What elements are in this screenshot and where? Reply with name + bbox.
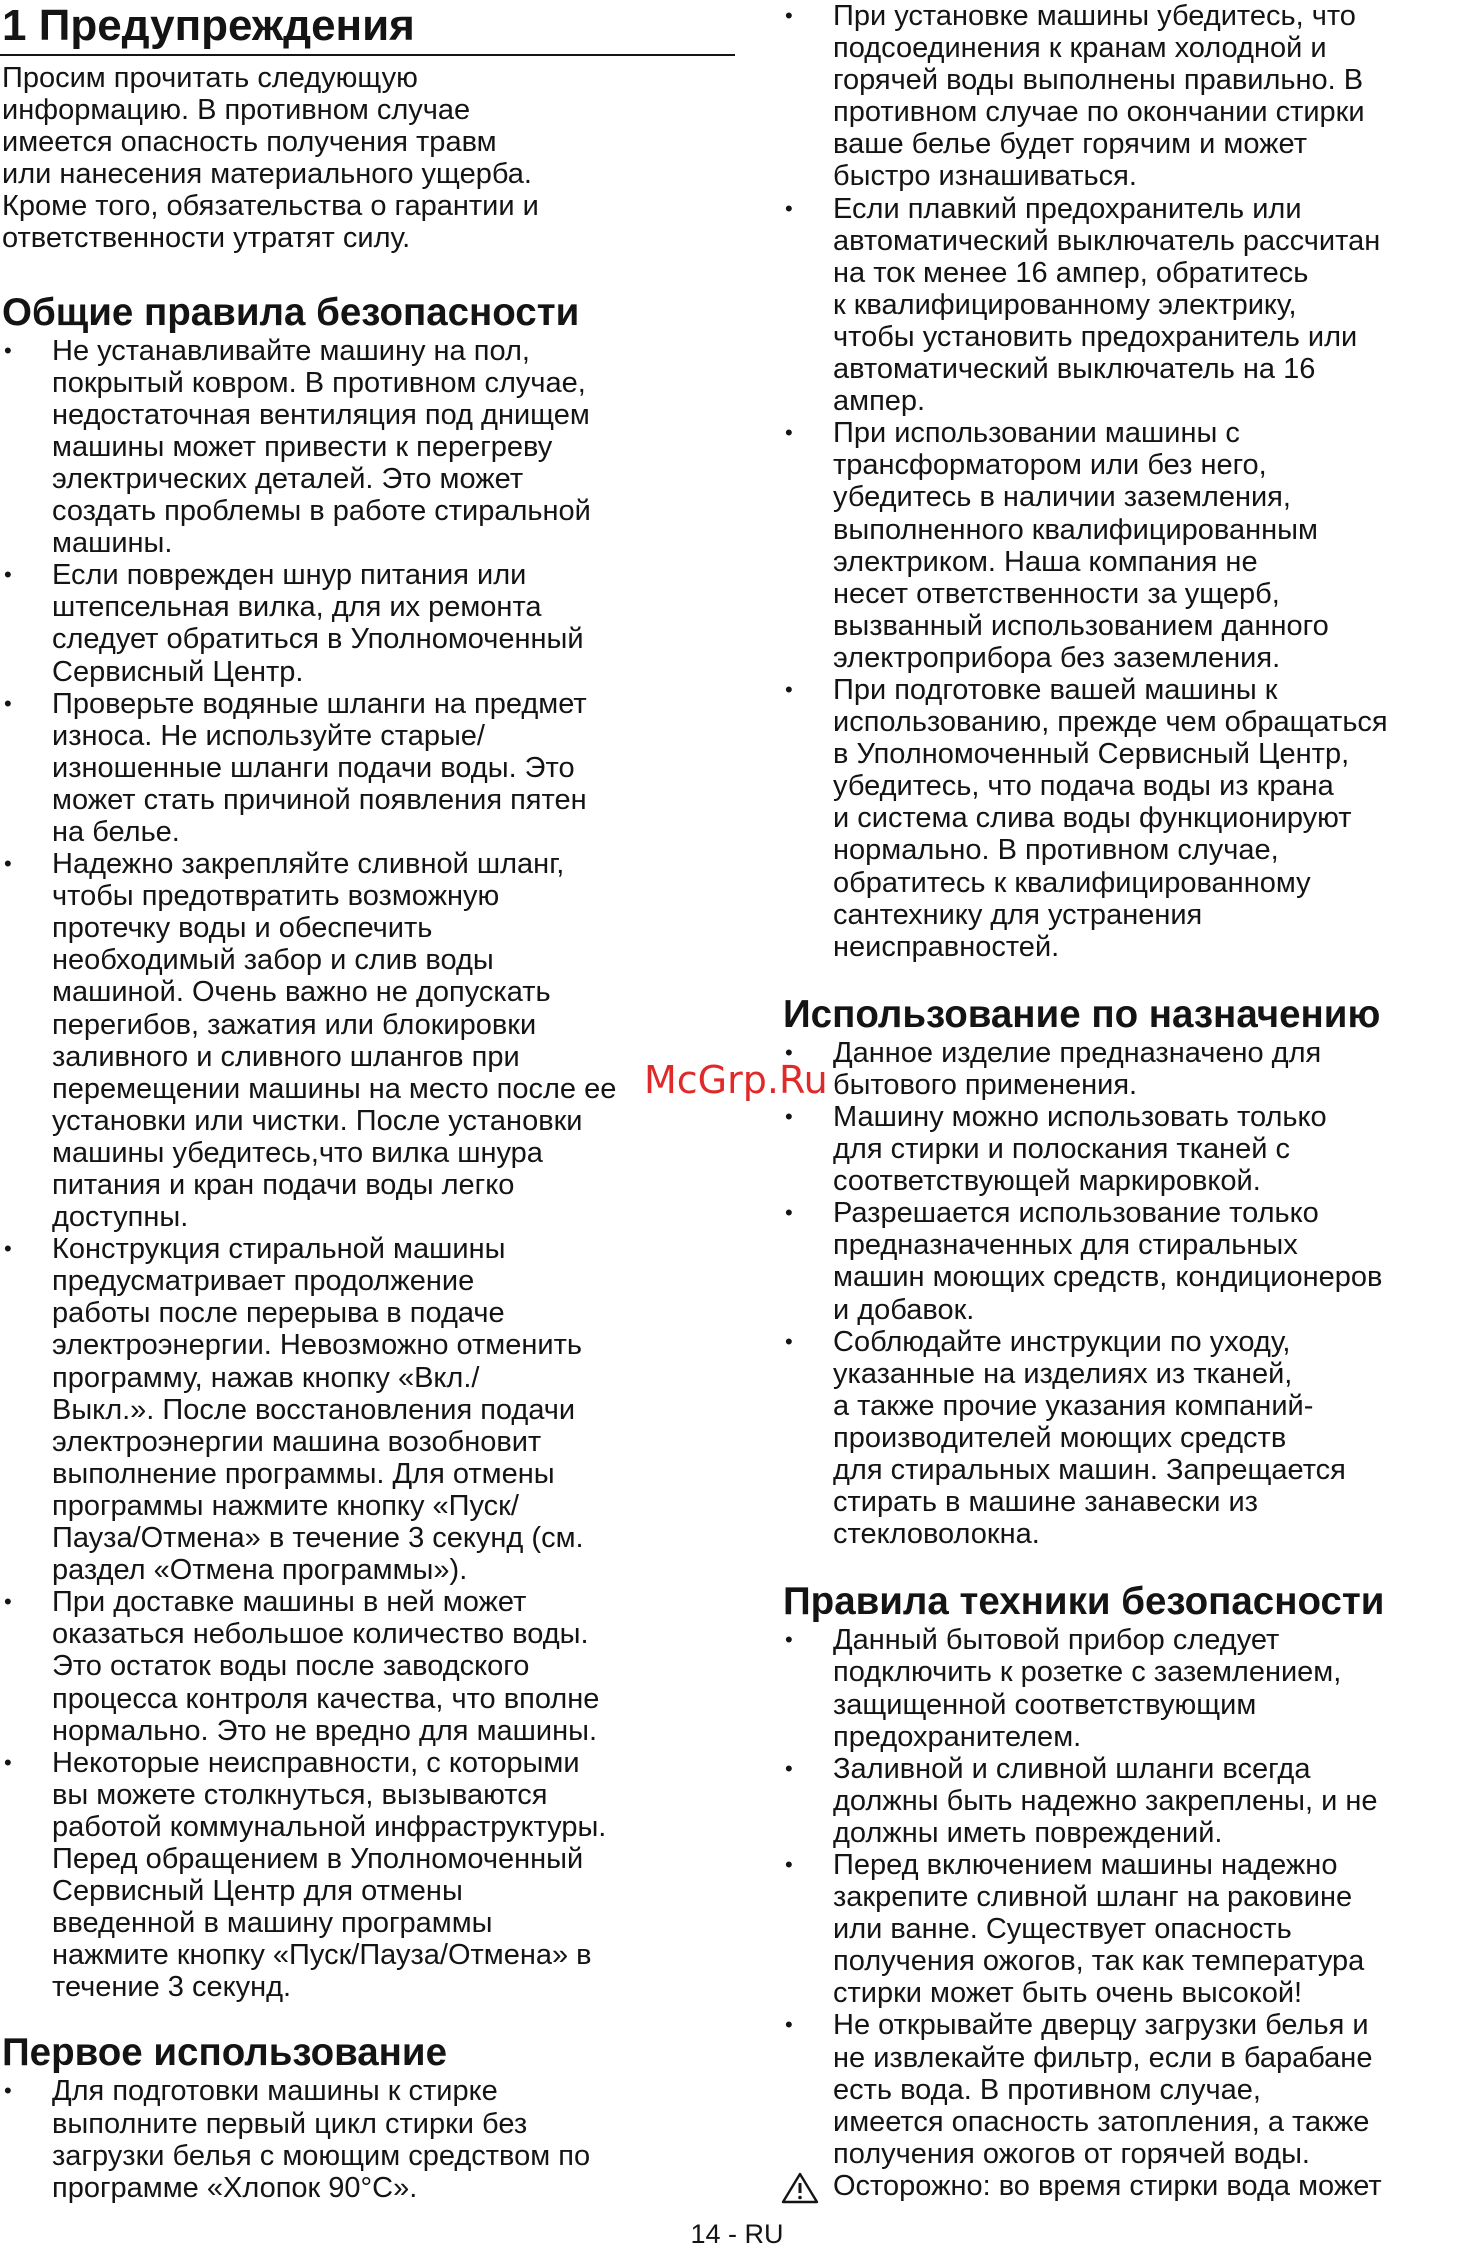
intended-use-list <box>781 1037 1471 1551</box>
bullet-icon: • <box>785 1755 793 1781</box>
tech-safety-item-text: Данный бытовой прибор следует подключить к розетке с заземлением, защищенной соответствующим предохранителем. <box>833 1624 1342 1753</box>
bullet-icon: • <box>4 690 12 716</box>
bullet-icon: • <box>4 1236 12 1262</box>
bullet-icon: • <box>785 1627 793 1653</box>
first-use-item-text: Для подготовки машины к стирке выполните первый цикл стирки без загрузки белья с моющим средством по программе «Хлопок 90°C». <box>52 2075 591 2204</box>
installation-item <box>781 193 1471 418</box>
general-safety-item-text: Конструкция стиральной машины предусматривает продолжение работы после перерыва в подаче электроэнергии. Невозможно отменить программу, нажав кнопку «Вкл./ Выкл.». После восстановления подачи электроэнергии машина возобновит выполнение программы. Для отмены программы нажмите кнопку «Пуск/ Пауза/Отмена» в течение 3 секунд (см. раздел «Отмена программы»). <box>52 1233 584 1587</box>
general-safety-item <box>0 1747 735 2004</box>
bullet-icon: • <box>785 195 793 221</box>
intended-use-item-text: Машину можно использовать только для стирки и полоскания тканей с соответствующей маркировкой. <box>833 1101 1327 1198</box>
bullet-icon: • <box>785 1039 793 1065</box>
intended-use-item-text: Данное изделие предназначено для бытового применения. <box>833 1036 1322 1101</box>
tech-safety-item <box>781 1624 1471 1752</box>
intended-use-title: Использование по назначению <box>783 992 1381 1036</box>
bullet-icon: • <box>4 337 12 363</box>
warning-triangle-icon <box>781 2172 819 2204</box>
chapter-title: 1 Предупреждения <box>0 0 735 56</box>
tech-safety-item <box>781 1753 1471 1849</box>
intended-use-item <box>781 1037 1471 1101</box>
general-safety-title: Общие правила безопасности <box>2 290 580 334</box>
tech-safety-item-text: Заливной и сливной шланги всегда должны быть надежно закреплены, и не должны иметь повреждений. <box>833 1752 1378 1849</box>
installation-item <box>781 674 1471 963</box>
intro-paragraph: Просим прочитать следующую информацию. В противном случае имеется опасность получения травм или нанесения материального ущерба. Кроме того, обязательства о гарантии и ответственности утратят силу. <box>2 62 539 255</box>
installation-item <box>781 417 1471 674</box>
right-column <box>781 0 1471 2202</box>
general-safety-item-text: Надежно закрепляйте сливной шланг, чтобы предотвратить возможную протечку воды и обеспечить необходимый забор и слив воды машиной. Очень важно не допускать перегибов, зажатия или блокировки заливного и сливного шлангов при перемещении машины на место после ее установки или чистки. После установки машины убедитесь,что вилка шнура питания и кран подачи воды легко доступны. <box>52 848 617 1234</box>
bullet-icon: • <box>4 1749 12 1775</box>
tech-safety-item <box>781 2009 1471 2169</box>
general-safety-item <box>0 335 735 560</box>
first-use-title: Первое использование <box>2 2031 448 2075</box>
intended-use-item <box>781 1101 1471 1197</box>
general-safety-item-text: При доставке машины в ней может оказаться небольшое количество воды. Это остаток воды после заводского процесса контроля качества, что вполне нормально. Это не вредно для машины. <box>52 1586 600 1747</box>
tech-safety-item-text: Не открывайте дверцу загрузки белья и не извлекайте фильтр, если в барабане есть вода. В противном случае, имеется опасность затопления, а также получения ожогов от горячей воды. <box>833 2009 1373 2170</box>
general-safety-item-text: Некоторые неисправности, с которыми вы можете столкнуться, вызываются работой коммунальной инфраструктуры. Перед обращением в Уполномоченный Сервисный Центр для отмены введенной в машину программы нажмите кнопку «Пуск/Пауза/Отмена» в течение 3 секунд. <box>52 1746 607 2004</box>
general-safety-item <box>0 1586 735 1746</box>
general-safety-item <box>0 848 735 1233</box>
bullet-icon: • <box>785 1104 793 1129</box>
page-number: 14 - RU <box>690 2219 784 2249</box>
bullet-icon: • <box>4 2078 12 2104</box>
intended-use-item-text: Соблюдайте инструкции по уходу, указанные на изделиях из тканей, а также прочие указания компаний- производителей моющих средств для стиральных машин. Запрещается стирать в машине занавески из стекловолокна. <box>833 1325 1346 1551</box>
general-safety-item <box>0 688 735 848</box>
tech-safety-list <box>781 1624 1471 2170</box>
bullet-icon: • <box>785 2012 793 2038</box>
warning-item <box>781 2170 1471 2202</box>
installation-item-text: При установке машины убедитесь, что подсоединения к кранам холодной и горячей воды выполнены правильно. В противном случае по окончании стирки ваше белье будет горячим и может быстро изнашиваться. <box>833 0 1365 193</box>
bullet-icon: • <box>785 420 793 446</box>
bullet-icon: • <box>785 3 793 28</box>
general-safety-item-text: Проверьте водяные шланги на предмет износа. Не используйте старые/ изношенные шланги подачи воды. Это может стать причиной появления пятен на белье. <box>52 687 587 848</box>
general-safety-item-text: Не устанавливайте машину на пол, покрытый ковром. В противном случае, недостаточная вентиляция под днищем машины может привести к перегреву электрических деталей. Это может создать проблемы в работе стиральной машины. <box>52 334 591 560</box>
general-safety-item <box>0 1233 735 1586</box>
tech-safety-item <box>781 1849 1471 2009</box>
bullet-icon: • <box>4 851 12 877</box>
warning-list <box>781 2170 1471 2202</box>
installation-item-text: При использовании машины с трансформатором или без него, убедитесь в наличии заземления, выполненного квалифицированным электриком. Наша компания не несет ответственности за ущерб, вызванный использованием данного электроприбора без заземления. <box>833 417 1329 674</box>
first-use-list <box>0 2075 735 2203</box>
first-use-item <box>0 2075 735 2203</box>
general-safety-list <box>0 335 735 2004</box>
installation-item <box>781 0 1471 193</box>
bullet-icon: • <box>785 1328 793 1354</box>
general-safety-item-text: Если поврежден шнур питания или штепсельная вилка, для их ремонта следует обратиться в Уполномоченный Сервисный Центр. <box>52 559 584 688</box>
installation-item-text: При подготовке вашей машины к использованию, прежде чем обращаться в Уполномоченный Сервисный Центр, убедитесь, что подача воды из крана и система слива воды функционируют нормально. В противном случае, обратитесь к квалифицированному сантехнику для устранения неисправностей. <box>833 673 1388 963</box>
intended-use-item-text: Разрешается использование только предназначенных для стиральных машин моющих средств, кондиционеров и добавок. <box>833 1197 1383 1326</box>
installation-list <box>781 0 1471 963</box>
tech-safety-item-text: Перед включением машины надежно закрепите сливной шланг на раковине или ванне. Существует опасность получения ожогов, так как температура стирки может быть очень высокой! <box>833 1848 1365 2010</box>
installation-item-text: Если плавкий предохранитель или автоматический выключатель рассчитан на ток менее 16 ампер, обратитесь к квалифицированному электрику, чтобы установить предохранитель или автоматический выключатель на 16 ампер. <box>833 192 1381 418</box>
tech-safety-title: Правила техники безопасности <box>783 1580 1385 1624</box>
bullet-icon: • <box>785 1200 793 1226</box>
intended-use-item <box>781 1326 1471 1551</box>
left-column <box>0 0 735 2204</box>
general-safety-item <box>0 559 735 687</box>
bullet-icon: • <box>785 1851 793 1877</box>
warning-text: Осторожно: во время стирки вода может <box>833 2169 1382 2202</box>
bullet-icon: • <box>785 676 793 702</box>
bullet-icon: • <box>4 562 12 588</box>
bullet-icon: • <box>4 1589 12 1615</box>
watermark: McGrp.Ru <box>644 1058 828 1102</box>
intended-use-item <box>781 1197 1471 1325</box>
